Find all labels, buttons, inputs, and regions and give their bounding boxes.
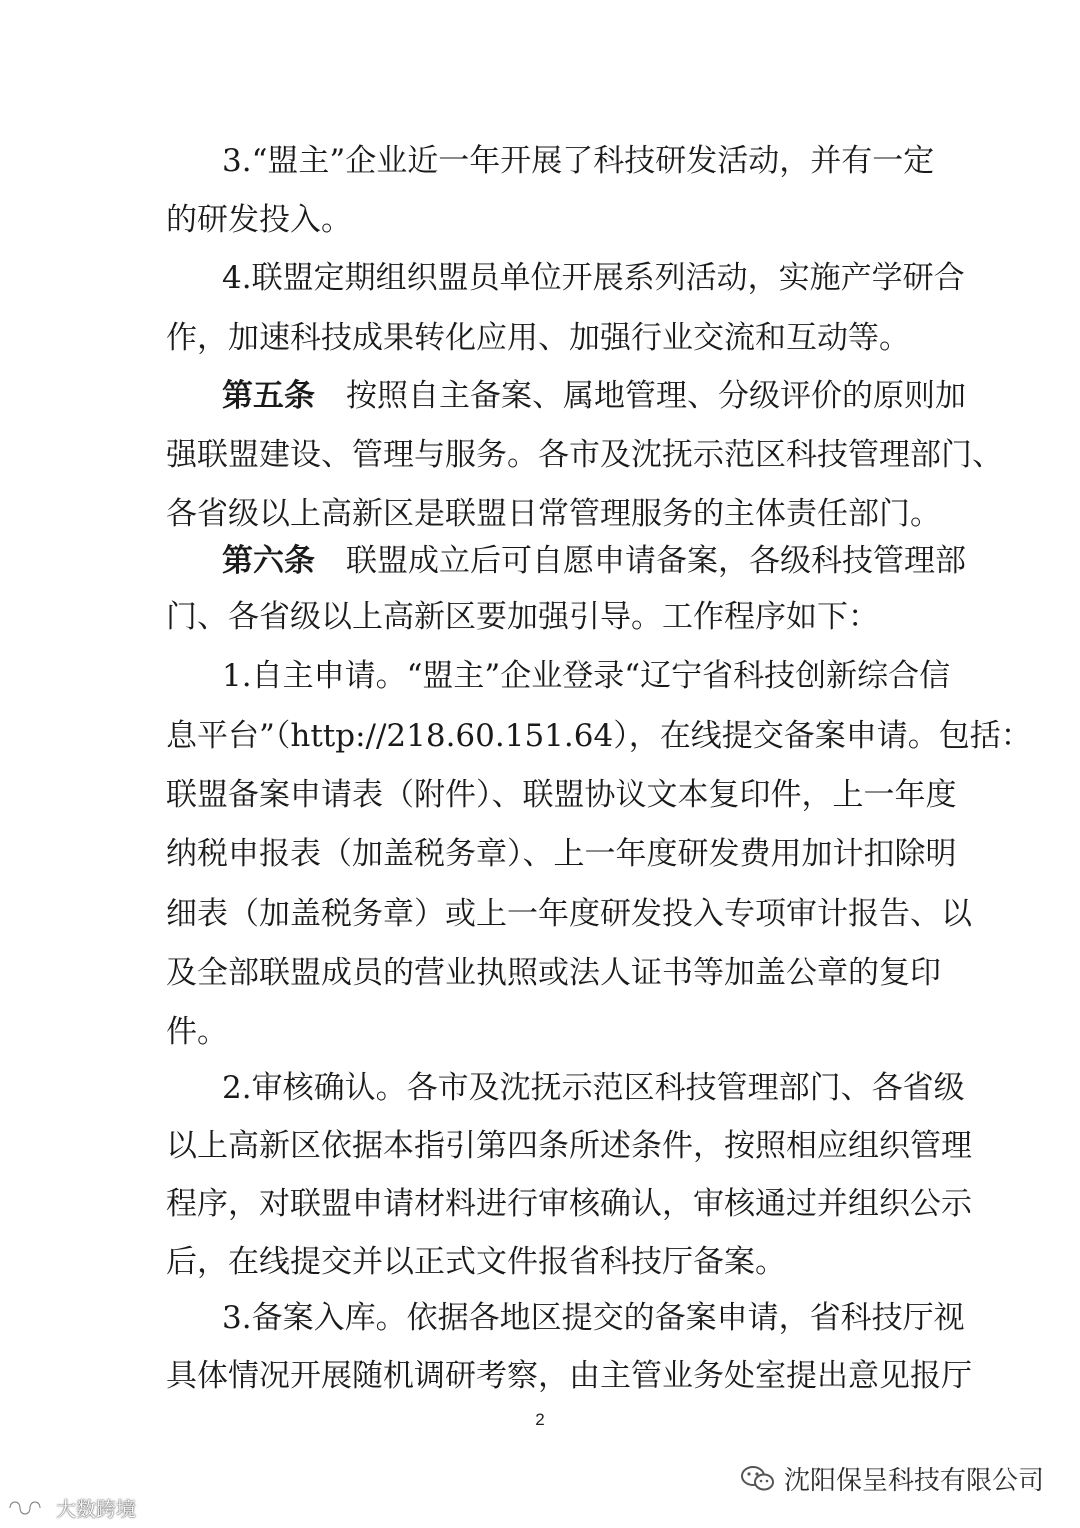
text-line	[222, 656, 951, 696]
line-text: 按照自主备案、属地管理、分级评价的原则加	[346, 378, 966, 414]
text-line	[166, 1126, 972, 1166]
text-line	[222, 376, 966, 416]
line-text: 以上高新区依据本指引第四条所述条件，按照相应组织管理	[166, 1128, 972, 1164]
line-text: 3.备案入库。依据各地区提交的备案申请，省科技厅视	[222, 1300, 965, 1336]
line-text: 纳税申报表（加盖税务章）、上一年度研发费用加计扣除明	[166, 836, 957, 872]
line-text: 件。	[166, 1014, 228, 1050]
account-name: 沈阳保呈科技有限公司	[783, 1466, 1044, 1496]
text-line	[166, 953, 941, 993]
line-text: 联盟备案申请表（附件）、联盟协议文本复印件，上一年度	[166, 777, 957, 813]
text-line	[222, 1298, 965, 1338]
text-line	[166, 716, 1032, 756]
text-line	[222, 1068, 965, 1108]
site-name: 大数跨境	[56, 1497, 136, 1521]
line-text: 的研发投入。	[166, 202, 352, 238]
line-text: 作，加速科技成果转化应用、加强行业交流和互动等。	[166, 320, 910, 356]
text-line	[166, 435, 1003, 475]
text-line	[222, 541, 966, 581]
text-line	[166, 318, 918, 358]
line-text: 息平台”（http://218.60.151.64），在线提交备案申请。包括：	[166, 718, 1032, 754]
text-line	[166, 1356, 972, 1396]
text-line	[222, 141, 935, 181]
text-line	[166, 1012, 918, 1052]
text-line	[166, 1242, 918, 1282]
line-text: 各省级以上高新区是联盟日常管理服务的主体责任部门。	[166, 496, 941, 532]
text-line	[222, 258, 965, 298]
line-text: 2.审核确认。各市及沈抚示范区科技管理部门、各省级	[222, 1070, 965, 1106]
brand-logo-icon	[6, 1495, 52, 1521]
text-line	[166, 894, 972, 934]
line-text: 强联盟建设、管理与服务。各市及沈抚示范区科技管理部门、	[166, 437, 1003, 473]
line-text: 具体情况开展随机调研考察，由主管业务处室提出意见报厅	[166, 1358, 972, 1394]
line-text: 4.联盟定期组织盟员单位开展系列活动，实施产学研合	[222, 260, 965, 296]
text-line	[166, 834, 957, 874]
line-text: 3.“盟主”企业近一年开展了科技研发活动，并有一定	[222, 143, 935, 179]
page-number: 2	[535, 1410, 545, 1429]
text-line	[166, 200, 918, 240]
line-text: 1.自主申请。“盟主”企业登录“辽宁省科技创新综合信	[222, 658, 951, 694]
text-line	[166, 775, 957, 815]
text-line	[166, 597, 918, 637]
text-line	[166, 1184, 972, 1224]
site-watermark	[6, 1493, 136, 1522]
article-heading: 第六条	[222, 543, 346, 579]
line-text: 后，在线提交并以正式文件报省科技厅备案。	[166, 1244, 786, 1280]
line-text: 门、各省级以上高新区要加强引导。工作程序如下：	[166, 599, 879, 635]
wechat-icon	[740, 1464, 776, 1494]
line-text: 程序，对联盟申请材料进行审核确认，审核通过并组织公示	[166, 1186, 972, 1222]
article-heading: 第五条	[222, 378, 346, 414]
line-text: 细表（加盖税务章）或上一年度研发投入专项审计报告、以	[166, 896, 972, 932]
account-watermark	[740, 1460, 1044, 1497]
line-text: 及全部联盟成员的营业执照或法人证书等加盖公章的复印	[166, 955, 941, 991]
text-line	[166, 494, 941, 534]
line-text: 联盟成立后可自愿申请备案，各级科技管理部	[346, 543, 966, 579]
